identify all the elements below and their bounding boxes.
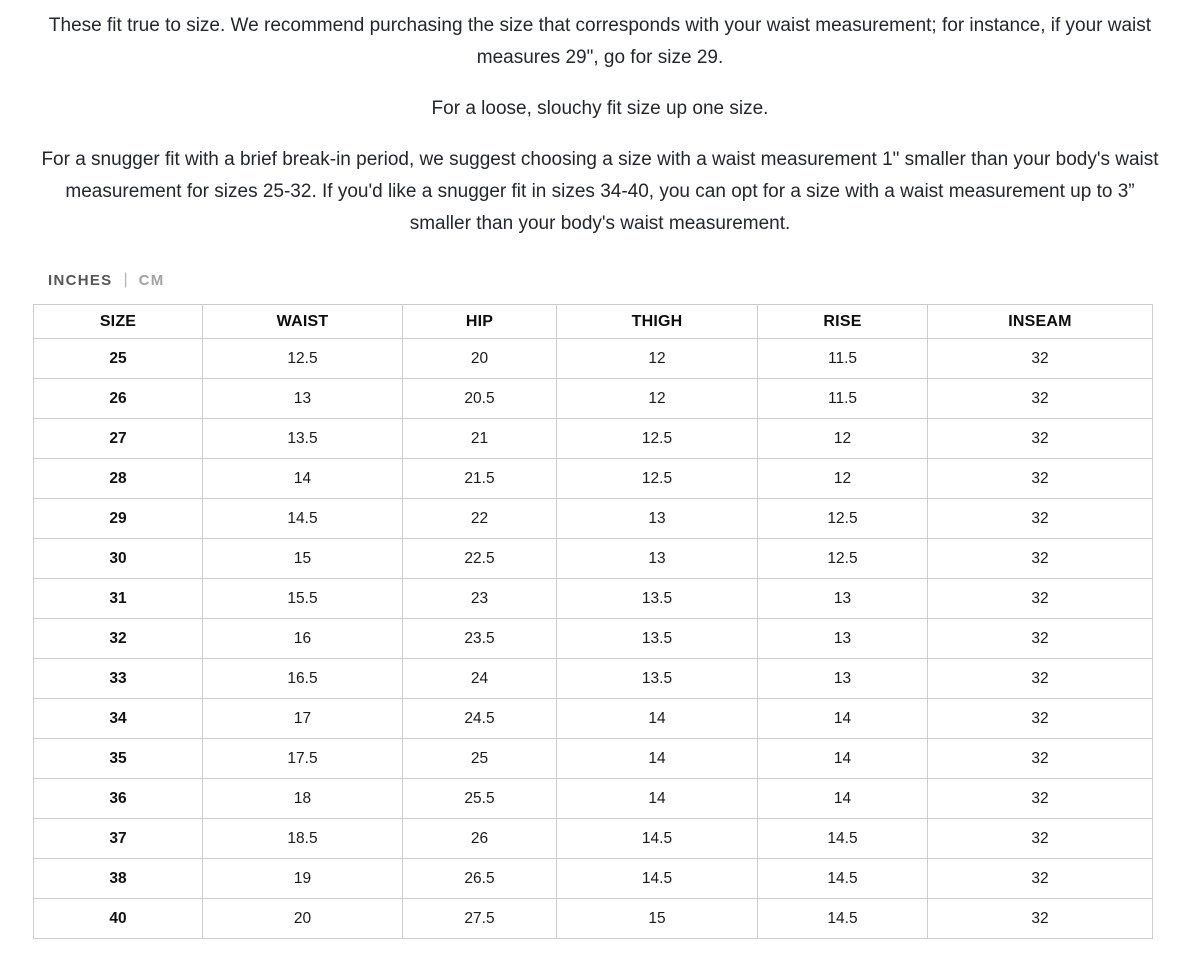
measurement-cell: 26 [403, 819, 557, 859]
measurement-cell: 17 [203, 699, 403, 739]
measurement-cell: 32 [928, 659, 1153, 699]
measurement-cell: 14 [203, 459, 403, 499]
measurement-cell: 14.5 [758, 859, 928, 899]
header-row [34, 305, 1153, 339]
table-row [34, 339, 1153, 379]
measurement-cell: 13 [203, 379, 403, 419]
measurement-cell: 13 [758, 619, 928, 659]
measurement-cell: 14 [758, 699, 928, 739]
measurement-cell: 32 [928, 459, 1153, 499]
measurement-cell: 18.5 [203, 819, 403, 859]
measurement-cell: 13 [557, 539, 758, 579]
measurement-cell: 11.5 [758, 379, 928, 419]
measurement-cell: 32 [928, 539, 1153, 579]
measurement-cell: 11.5 [758, 339, 928, 379]
measurement-cell: 32 [928, 339, 1153, 379]
size-cell: 32 [34, 619, 203, 659]
table-row [34, 499, 1153, 539]
table-row [34, 419, 1153, 459]
table-row [34, 459, 1153, 499]
measurement-cell: 12 [758, 419, 928, 459]
measurement-cell: 13.5 [557, 659, 758, 699]
size-chart-table [33, 304, 1153, 939]
measurement-cell: 14.5 [557, 819, 758, 859]
unit-toggle [48, 271, 1200, 290]
table-row [34, 859, 1153, 899]
measurement-cell: 12 [758, 459, 928, 499]
measurement-cell: 25 [403, 739, 557, 779]
measurement-cell: 32 [928, 699, 1153, 739]
column-header-size: SIZE [34, 305, 203, 339]
measurement-cell: 14.5 [758, 819, 928, 859]
measurement-cell: 20 [403, 339, 557, 379]
measurement-cell: 32 [928, 619, 1153, 659]
fit-description-paragraph-2: For a loose, slouchy fit size up one size. [431, 98, 769, 119]
measurement-cell: 13.5 [557, 579, 758, 619]
measurement-cell: 12 [557, 339, 758, 379]
measurement-cell: 15 [557, 899, 758, 939]
fit-description-paragraph-1: These fit true to size. We recommend purchasing the size that corresponds with your waist measurement; for instance, if your waist measures 29", go for size 29. [48, 15, 1152, 68]
unit-toggle-cm[interactable]: CM [138, 272, 165, 289]
measurement-cell: 32 [928, 819, 1153, 859]
column-header-thigh: THIGH [557, 305, 758, 339]
table-row [34, 739, 1153, 779]
table-row [34, 659, 1153, 699]
measurement-cell: 20 [203, 899, 403, 939]
measurement-cell: 32 [928, 419, 1153, 459]
measurement-cell: 27.5 [403, 899, 557, 939]
measurement-cell: 12.5 [758, 539, 928, 579]
measurement-cell: 13 [557, 499, 758, 539]
measurement-cell: 24.5 [403, 699, 557, 739]
measurement-cell: 14 [557, 699, 758, 739]
size-cell: 40 [34, 899, 203, 939]
size-cell: 34 [34, 699, 203, 739]
measurement-cell: 12.5 [557, 419, 758, 459]
measurement-cell: 32 [928, 379, 1153, 419]
measurement-cell: 23.5 [403, 619, 557, 659]
measurement-cell: 32 [928, 859, 1153, 899]
measurement-cell: 12.5 [758, 499, 928, 539]
size-cell: 29 [34, 499, 203, 539]
measurement-cell: 32 [928, 499, 1153, 539]
measurement-cell: 14 [557, 739, 758, 779]
measurement-cell: 17.5 [203, 739, 403, 779]
measurement-cell: 18 [203, 779, 403, 819]
size-cell: 30 [34, 539, 203, 579]
measurement-cell: 21.5 [403, 459, 557, 499]
measurement-cell: 22 [403, 499, 557, 539]
table-row [34, 779, 1153, 819]
measurement-cell: 32 [928, 739, 1153, 779]
fit-description-paragraph-3: For a snugger fit with a brief break-in period, we suggest choosing a size with a waist measurement 1" smaller than your body's waist measurement for sizes 25-32. If you'd like a snugger fit in sizes 34-40, you can opt for a size with a waist measurement up to 3” smaller than your body's waist measurement. [41, 149, 1159, 234]
size-cell: 27 [34, 419, 203, 459]
measurement-cell: 22.5 [403, 539, 557, 579]
measurement-cell: 15.5 [203, 579, 403, 619]
measurement-cell: 14.5 [203, 499, 403, 539]
measurement-cell: 19 [203, 859, 403, 899]
column-header-hip: HIP [403, 305, 557, 339]
unit-toggle-inches[interactable]: INCHES [48, 272, 113, 289]
measurement-cell: 14 [758, 779, 928, 819]
measurement-cell: 32 [928, 779, 1153, 819]
measurement-cell: 32 [928, 579, 1153, 619]
measurement-cell: 15 [203, 539, 403, 579]
size-table-body [34, 339, 1153, 939]
table-row [34, 579, 1153, 619]
size-cell: 37 [34, 819, 203, 859]
measurement-cell: 13.5 [203, 419, 403, 459]
table-row [34, 699, 1153, 739]
measurement-cell: 12 [557, 379, 758, 419]
measurement-cell: 16 [203, 619, 403, 659]
size-cell: 31 [34, 579, 203, 619]
measurement-cell: 14.5 [758, 899, 928, 939]
size-cell: 28 [34, 459, 203, 499]
size-chart-header [34, 305, 1153, 339]
measurement-cell: 12.5 [203, 339, 403, 379]
measurement-cell: 24 [403, 659, 557, 699]
measurement-cell: 14.5 [557, 859, 758, 899]
table-row [34, 619, 1153, 659]
column-header-rise: RISE [758, 305, 928, 339]
size-cell: 25 [34, 339, 203, 379]
measurement-cell: 21 [403, 419, 557, 459]
size-cell: 26 [34, 379, 203, 419]
measurement-cell: 16.5 [203, 659, 403, 699]
measurement-cell: 32 [928, 899, 1153, 939]
measurement-cell: 23 [403, 579, 557, 619]
measurement-cell: 14 [557, 779, 758, 819]
measurement-cell: 13 [758, 659, 928, 699]
table-row [34, 379, 1153, 419]
size-cell: 38 [34, 859, 203, 899]
table-row [34, 899, 1153, 939]
measurement-cell: 20.5 [403, 379, 557, 419]
table-row [34, 539, 1153, 579]
measurement-cell: 12.5 [557, 459, 758, 499]
table-row [34, 819, 1153, 859]
measurement-cell: 13 [758, 579, 928, 619]
measurement-cell: 26.5 [403, 859, 557, 899]
column-header-inseam: INSEAM [928, 305, 1153, 339]
fit-description [0, 0, 1200, 240]
measurement-cell: 14 [758, 739, 928, 779]
unit-toggle-divider: | [123, 270, 128, 288]
size-cell: 36 [34, 779, 203, 819]
column-header-waist: WAIST [203, 305, 403, 339]
size-cell: 33 [34, 659, 203, 699]
measurement-cell: 13.5 [557, 619, 758, 659]
measurement-cell: 25.5 [403, 779, 557, 819]
size-cell: 35 [34, 739, 203, 779]
